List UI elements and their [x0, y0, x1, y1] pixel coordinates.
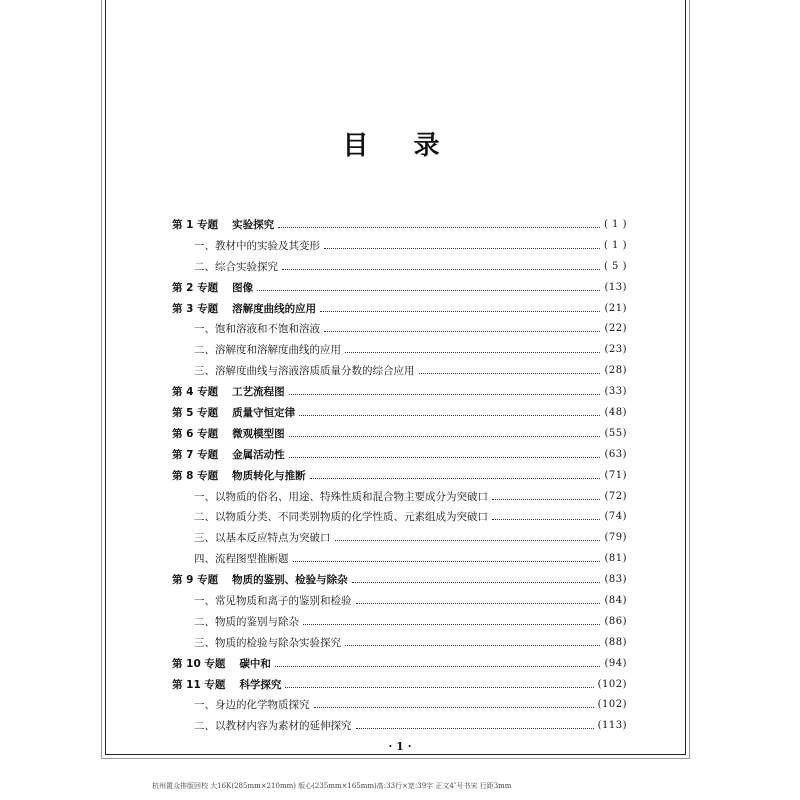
chapter-title: 科学探究	[239, 678, 282, 691]
dot-leader	[335, 540, 601, 541]
page-reference: (83)	[604, 574, 627, 586]
dot-leader	[492, 519, 600, 520]
page-reference: (13)	[604, 281, 627, 293]
chapter-title: 微观模型图	[232, 427, 285, 440]
chapter-title: 质量守恒定律	[232, 406, 296, 419]
page-reference: (21)	[604, 302, 627, 314]
section-title: 一、以物质的俗名、用途、特殊性质和混合物主要成分为突破口	[194, 490, 488, 503]
toc-chapter-row[interactable]	[172, 653, 627, 674]
toc-section-row[interactable]	[172, 506, 627, 527]
toc-section-row[interactable]	[172, 590, 627, 611]
chapter-number: 第 5 专题	[172, 406, 219, 419]
chapter-number: 第 7 专题	[172, 448, 219, 461]
toc-chapter-row[interactable]	[172, 277, 627, 298]
dot-leader	[293, 561, 601, 562]
page-reference: (63)	[604, 448, 627, 460]
toc-chapter-row[interactable]	[172, 402, 627, 423]
chapter-title: 碳中和	[239, 657, 271, 670]
page-reference: (22)	[604, 323, 627, 335]
chapter-title: 工艺流程图	[232, 386, 285, 399]
toc-section-row[interactable]	[172, 339, 627, 360]
dot-leader	[345, 645, 600, 646]
toc-chapter-row[interactable]	[172, 381, 627, 402]
page-reference: (33)	[604, 386, 627, 398]
toc-section-row[interactable]	[172, 694, 627, 715]
dot-leader	[278, 227, 600, 228]
toc-section-row[interactable]	[172, 611, 627, 632]
toc-section-row[interactable]	[172, 318, 627, 339]
dot-leader	[356, 728, 594, 729]
section-title: 二、以物质分类、不同类别物质的化学性质、元素组成为突破口	[194, 511, 488, 524]
section-title: 一、教材中的实验及其变形	[194, 239, 320, 252]
page-reference: (23)	[604, 344, 627, 356]
page-reference: ( 5 )	[603, 260, 627, 272]
toc-chapter-row[interactable]	[172, 214, 627, 235]
chapter-number: 第 9 专题	[172, 574, 219, 587]
dot-leader	[419, 373, 601, 374]
page-reference: (84)	[604, 594, 627, 606]
section-title: 二、物质的鉴别与除杂	[194, 615, 299, 628]
toc-chapter-row[interactable]	[172, 444, 627, 465]
dot-leader	[289, 436, 601, 437]
dot-leader	[324, 331, 600, 332]
toc-chapter-row[interactable]	[172, 569, 627, 590]
dot-leader	[285, 687, 593, 688]
chapter-title: 金属活动性	[232, 448, 285, 461]
chapter-title: 图像	[232, 281, 254, 294]
section-title: 三、以基本反应特点为突破口	[194, 532, 331, 545]
page-reference: (28)	[604, 365, 627, 377]
chapter-number: 第 8 专题	[172, 469, 219, 482]
page-reference: (81)	[604, 553, 627, 565]
chapter-title: 物质的鉴别、检验与除杂	[232, 574, 348, 587]
section-title: 一、常见物质和离子的鉴别和检验	[194, 594, 352, 607]
toc-section-row[interactable]	[172, 715, 627, 736]
toc-section-row[interactable]	[172, 548, 627, 569]
section-title: 二、综合实验探究	[194, 260, 278, 273]
dot-leader	[275, 666, 601, 667]
page-reference: (102)	[597, 678, 627, 690]
dot-leader	[320, 311, 600, 312]
page-reference: (102)	[597, 699, 627, 711]
section-title: 三、物质的检验与除杂实验探究	[194, 636, 341, 649]
page-reference: (94)	[604, 657, 627, 669]
page-reference: (86)	[604, 615, 627, 627]
chapter-title: 溶解度曲线的应用	[232, 302, 317, 315]
section-title: 二、溶解度和溶解度曲线的应用	[194, 344, 341, 357]
table-of-contents	[172, 214, 627, 736]
dot-leader	[289, 394, 601, 395]
page-reference: (113)	[597, 720, 627, 732]
dot-leader	[345, 352, 600, 353]
toc-chapter-row[interactable]	[172, 423, 627, 444]
dot-leader	[289, 457, 601, 458]
chapter-number: 第 1 专题	[172, 218, 219, 231]
dot-leader	[299, 415, 600, 416]
page-reference: (55)	[604, 427, 627, 439]
section-title: 三、溶解度曲线与溶液溶质质量分数的综合应用	[194, 365, 415, 378]
page-reference: (72)	[604, 490, 627, 502]
chapter-number: 第 2 专题	[172, 281, 219, 294]
page-number: · 1 ·	[388, 740, 412, 753]
print-spec-footer: 杭州置众排版回校 大16K(285mm×210mm) 版心(235mm×165mm)高:33行×宽:39字 正文4″号书宋 行距3mm	[152, 782, 512, 790]
page-reference: (88)	[604, 636, 627, 648]
dot-leader	[310, 478, 601, 479]
chapter-title: 实验探究	[232, 218, 275, 231]
page-reference: ( 1 )	[603, 239, 627, 251]
dot-leader	[324, 248, 600, 249]
toc-section-row[interactable]	[172, 527, 627, 548]
chapter-number: 第 3 专题	[172, 302, 219, 315]
chapter-number: 第 10 专题	[172, 657, 226, 670]
dot-leader	[303, 624, 600, 625]
dot-leader	[356, 603, 601, 604]
dot-leader	[352, 582, 601, 583]
dot-leader	[314, 707, 594, 708]
section-title: 四、流程图型推断题	[194, 553, 289, 566]
toc-section-row[interactable]	[172, 632, 627, 653]
page-reference: (48)	[604, 406, 627, 418]
page-reference: (74)	[604, 511, 627, 523]
toc-section-row[interactable]	[172, 360, 627, 381]
section-title: 一、身边的化学物质探究	[194, 699, 310, 712]
toc-section-row[interactable]	[172, 256, 627, 277]
chapter-title: 物质转化与推断	[232, 469, 306, 482]
dot-leader	[492, 499, 600, 500]
page-reference: (71)	[604, 469, 627, 481]
toc-chapter-row[interactable]	[172, 674, 627, 695]
page-reference: ( 1 )	[603, 218, 627, 230]
toc-section-row[interactable]	[172, 486, 627, 507]
chapter-number: 第 4 专题	[172, 386, 219, 399]
page-reference: (79)	[604, 532, 627, 544]
section-title: 一、饱和溶液和不饱和溶液	[194, 323, 320, 336]
dot-leader	[257, 290, 600, 291]
chapter-number: 第 11 专题	[172, 678, 226, 691]
page-title: 目 录	[342, 131, 458, 161]
toc-section-row[interactable]	[172, 235, 627, 256]
toc-chapter-row[interactable]	[172, 298, 627, 319]
dot-leader	[282, 269, 600, 270]
toc-chapter-row[interactable]	[172, 465, 627, 486]
section-title: 二、以教材内容为素材的延伸探究	[194, 720, 352, 733]
chapter-number: 第 6 专题	[172, 427, 219, 440]
